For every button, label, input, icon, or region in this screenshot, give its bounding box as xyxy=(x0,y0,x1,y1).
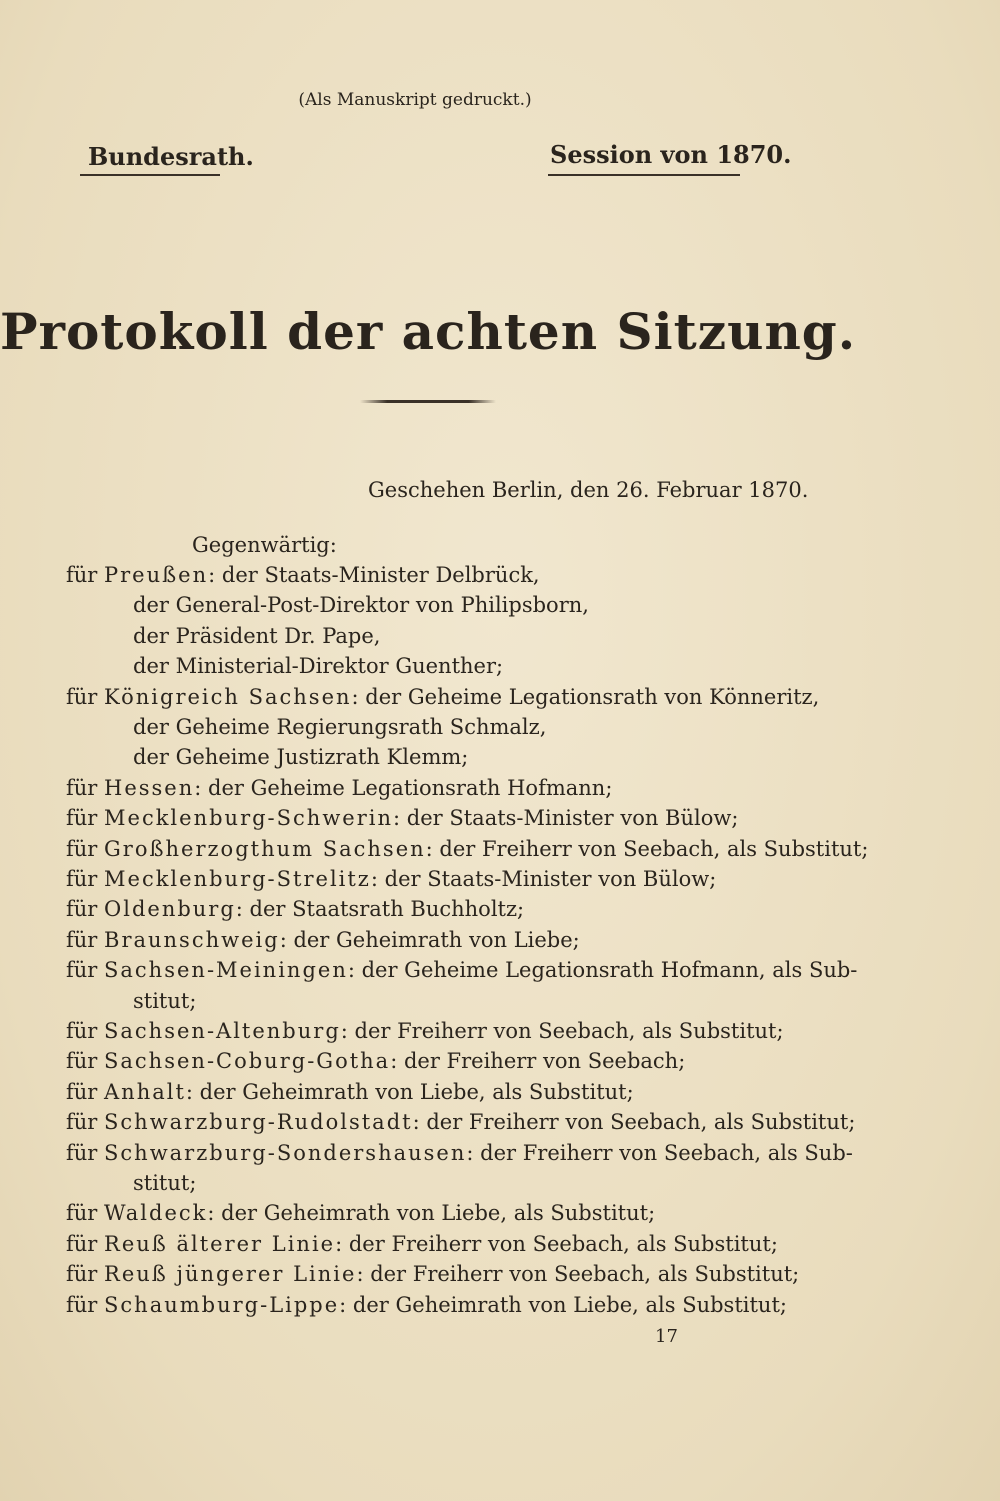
delegate-text: : der Freiherr von Seebach, als Substitut; xyxy=(340,1019,784,1043)
title-ornament-rule xyxy=(360,400,496,403)
attendance-line xyxy=(133,1171,196,1195)
delegate-text: : der Staats-Minister von Bülow; xyxy=(393,806,739,831)
attendance-line xyxy=(133,989,196,1013)
delegate-text: : der Geheimrath von Liebe, als Substitut; xyxy=(339,1292,787,1317)
attendance-prefix: für xyxy=(66,1292,105,1317)
delegate-text: : der Geheimrath von Liebe, als Substitut; xyxy=(207,1201,656,1226)
state-name: Hessen xyxy=(104,775,195,800)
dateline: Geschehen Berlin, den 26. Februar 1870. xyxy=(368,478,809,502)
delegate-text: : der Freiherr von Seebach, als Substitut; xyxy=(425,836,869,861)
state-name: Schwarzburg-Sondershausen xyxy=(104,1140,467,1165)
attendance-line xyxy=(66,897,524,921)
attendance-line xyxy=(66,837,868,861)
attendance-line xyxy=(66,806,738,830)
attendance-prefix: für xyxy=(66,1110,105,1135)
state-name: Waldeck xyxy=(104,1201,208,1226)
delegate-text: stitut; xyxy=(133,1171,197,1195)
header-right: Session von 1870. xyxy=(550,140,792,169)
attendance-prefix: für xyxy=(66,563,105,587)
delegate-text: der Ministerial-Direktor Guenther; xyxy=(133,654,504,679)
attendance-line xyxy=(133,624,380,648)
attendance-prefix: für xyxy=(66,836,105,861)
delegate-text: : der Geheimrath von Liebe; xyxy=(279,927,580,952)
header-rule-left xyxy=(80,174,220,176)
attendance-line xyxy=(66,1019,784,1043)
attendance-line xyxy=(66,776,612,800)
attendance-line xyxy=(133,654,503,678)
present-label: Gegenwärtig: xyxy=(192,533,337,557)
delegate-text: : der Freiherr von Seebach, als Substitut; xyxy=(356,1262,800,1287)
state-name: Preußen xyxy=(104,563,209,587)
attendance-prefix: für xyxy=(66,1140,105,1165)
attendance-prefix: für xyxy=(66,1231,105,1256)
attendance-prefix: für xyxy=(66,1262,105,1287)
state-name: Großherzogthum Sachsen xyxy=(104,836,426,861)
attendance-line xyxy=(66,1080,634,1104)
delegate-text: der Geheime Regierungsrath Schmalz, xyxy=(133,715,547,739)
delegate-text: : der Staats-Minister von Bülow; xyxy=(370,867,717,891)
header-rule-right xyxy=(548,174,740,176)
attendance-line xyxy=(66,1262,799,1286)
delegate-text: : der Geheime Legationsrath Hofmann, als Sub- xyxy=(347,958,858,983)
delegate-text: : der Freiherr von Seebach; xyxy=(390,1049,686,1074)
state-name: Sachsen-Meiningen xyxy=(104,958,348,983)
state-name: Mecklenburg-Strelitz xyxy=(104,867,371,891)
attendance-prefix: für xyxy=(66,897,105,922)
attendance-prefix: für xyxy=(66,927,105,952)
attendance-line xyxy=(66,563,540,587)
attendance-prefix: für xyxy=(66,958,105,983)
print-note: (Als Manuskript gedruckt.) xyxy=(298,90,532,110)
delegate-text: der Geheime Justizrath Klemm; xyxy=(133,745,469,770)
attendance-prefix: für xyxy=(66,867,105,891)
delegate-text: stitut; xyxy=(133,988,197,1013)
state-name: Braunschweig xyxy=(104,927,280,952)
state-name: Reuß älterer Linie xyxy=(104,1231,336,1256)
delegate-text: : der Geheime Legationsrath von Könneritz, xyxy=(351,684,820,709)
attendance-line xyxy=(66,1201,655,1225)
attendance-line xyxy=(66,1049,685,1073)
attendance-prefix: für xyxy=(66,684,105,709)
delegate-text: : der Staatsrath Buchholtz; xyxy=(235,897,525,922)
attendance-line xyxy=(66,1232,778,1256)
attendance-line xyxy=(133,745,468,769)
attendance-prefix: für xyxy=(66,806,105,831)
attendance-line xyxy=(133,593,589,617)
delegate-text: : der Freiherr von Seebach, als Substitut; xyxy=(335,1231,778,1256)
state-name: Sachsen-Altenburg xyxy=(104,1019,341,1043)
delegate-text: : der Freiherr von Seebach, als Substitut; xyxy=(412,1110,856,1135)
attendance-line xyxy=(66,1110,855,1134)
attendance-prefix: für xyxy=(66,775,105,800)
state-name: Schwarzburg-Rudolstadt xyxy=(104,1110,413,1135)
attendance-prefix: für xyxy=(66,1079,105,1104)
attendance-prefix: für xyxy=(66,1201,105,1226)
delegate-text: : der Freiherr von Seebach, als Sub- xyxy=(466,1140,853,1165)
header-left: Bundesrath. xyxy=(88,142,254,171)
attendance-line xyxy=(133,715,546,739)
page-title: Protokoll der achten Sitzung. xyxy=(0,302,857,361)
attendance-line xyxy=(66,928,580,952)
attendance-line xyxy=(66,1293,787,1317)
delegate-text: der Präsident Dr. Pape, xyxy=(133,623,381,648)
state-name: Anhalt xyxy=(104,1079,186,1104)
delegate-text: : der Geheimrath von Liebe, als Substitut; xyxy=(185,1079,634,1104)
attendance-line xyxy=(66,958,857,982)
state-name: Reuß jüngerer Linie xyxy=(104,1262,357,1287)
state-name: Schaumburg-Lippe xyxy=(104,1292,340,1317)
attendance-line xyxy=(66,685,819,709)
attendance-prefix: für xyxy=(66,1049,105,1074)
delegate-text: : der Staats-Minister Delbrück, xyxy=(208,563,540,587)
state-name: Oldenburg xyxy=(104,897,236,922)
delegate-text: : der Geheime Legationsrath Hofmann; xyxy=(194,775,613,800)
state-name: Königreich Sachsen xyxy=(104,684,352,709)
attendance-line xyxy=(66,867,716,891)
delegate-text: der General-Post-Direktor von Philipsborn, xyxy=(133,593,589,618)
attendance-line xyxy=(66,1141,853,1165)
page-number: 17 xyxy=(655,1326,678,1347)
attendance-prefix: für xyxy=(66,1019,105,1043)
state-name: Mecklenburg-Schwerin xyxy=(104,806,394,831)
state-name: Sachsen-Coburg-Gotha xyxy=(104,1049,391,1074)
